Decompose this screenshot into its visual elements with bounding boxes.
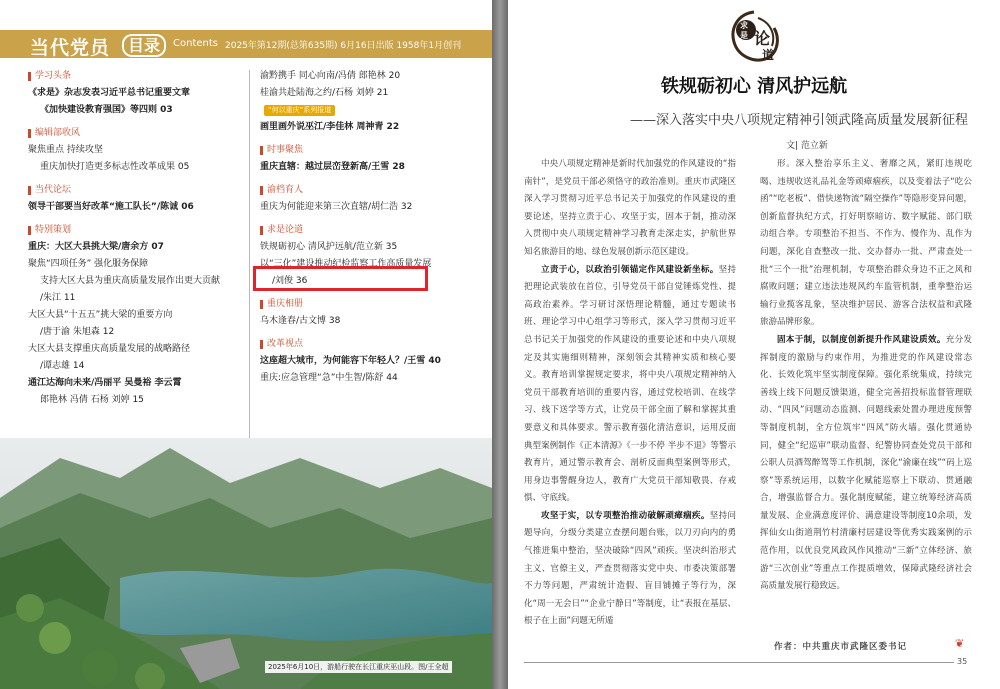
toc-section-title: 重庆相册 (260, 296, 480, 313)
series-badge-row (260, 102, 480, 119)
toc-entry[interactable]: /刘俊 36 (272, 276, 308, 286)
photo-caption: 2025年6月10日，游船行驶在长江重庆巫山段。图/王全超 (265, 661, 452, 673)
article-paragraph (524, 156, 736, 262)
toc-section-title: 编辑部收风 (28, 125, 238, 142)
paragraph-lead: 立责于心，以政治引领锚定作风建设新坐标。 (541, 264, 719, 275)
logo-char-4: 道 (762, 48, 775, 62)
toc-entry[interactable]: 乌木逢春/古文博 38 (260, 316, 341, 326)
toc-entry[interactable]: 支持大区大县为重庆高质量发展作出更大贡献 (40, 276, 221, 286)
toc-section (28, 182, 238, 216)
toc-entry[interactable]: /朱江 11 (40, 293, 76, 303)
article-title: 铁规砺初心 清风护远航 (660, 76, 848, 97)
paragraph-text: 坚持把理论武装放在首位，引导党员干部自觉锤炼党性、提高政治素养。学习研讨深悟理论精髓，通过专题读书班、理论学习中心组学习等形式，深入学习贯彻习近平总书记关于加强党的作风建设的重要论述和中央八项规定及其实施细则精神，深刻领会其精神实质和核心要义。教育培训掌握规定要求，将中央八项规定精神纳入党员干部教育培训的重要内容，通过党校培训、在线学习、线下送学等方式，让党员干部全面了解和掌握其重要意义和具体要求。警示教育强化清洁意识，运用反面典型案例制作《正本清源》《一步不停 半步不退》等警示教育片，通过警示教育会、剖析反面典型案例等形式，用身边事警醒身边人，教育广大党员干部知敬畏、存戒惧、守底线。 (524, 264, 736, 504)
paragraph-lead: 固本于制，以制度创新提升作风建设质效。 (777, 334, 946, 345)
toc-entry[interactable]: 聚焦重点 持续攻坚 (28, 145, 103, 155)
toc-entry[interactable]: /唐于渝 朱旭森 12 (40, 327, 115, 337)
article-subtitle: ——深入落实中央八项规定精神引领武隆高质量发展新征程 (629, 113, 968, 128)
toc-entry[interactable]: 渝黔携手 同心向南/冯倩 郎艳林 20 (260, 71, 401, 81)
highlight-box (253, 266, 428, 291)
paragraph-lead: 攻坚于实，以专项整治推动破解顽瘴痼疾。 (541, 510, 710, 521)
toc-entry[interactable]: /谭志雄 14 (40, 361, 85, 371)
toc-column-right (260, 68, 480, 387)
toc-section-title: 特别策划 (28, 222, 238, 239)
paragraph-text: 坚持问题导向，分级分类建立查摆问题台账，以刀刃向内的勇气推进集中整治，坚决破除“四风”顽疾。坚决纠治形式主义、官僚主义，严查贯彻落实党中央、市委决策部署不力等问题，严肃统计造假、盲目铺摊子等行为，深化“周一无会日”“企业宁静日”等制度，让“表报在基层、根子在上面”问题无所遁 (524, 510, 736, 626)
article-column-2 (760, 156, 972, 626)
toc-section-title: 学习头条 (28, 68, 238, 85)
magazine-name: 当代党员 (30, 37, 111, 59)
page-number: 35 (957, 657, 968, 666)
toc-entry[interactable]: 以“三化”建设推动纪检监察工作高质量发展 (260, 259, 432, 269)
article-paragraph (524, 508, 736, 626)
article-author: 文| 范立新 (786, 141, 828, 151)
series-badge: “何以重庆”系列报道 (264, 105, 335, 116)
toc-section (260, 296, 480, 330)
toc-section-title: 当代论坛 (28, 182, 238, 199)
toc-entry[interactable]: 铁规砺初心 清风护远航/范立新 35 (260, 242, 398, 252)
toc-entry[interactable]: 大区大县“十五五”挑大梁的重要方向 (28, 310, 173, 320)
toc-section-title: 时事聚焦 (260, 142, 480, 159)
issue-line: 2025年第12期(总第635期) 6月16日出版 1958年1月创刊 (225, 41, 462, 51)
article-paragraph (760, 332, 972, 596)
toc-section (260, 68, 480, 136)
right-page (508, 0, 1000, 689)
book-spine (492, 0, 508, 689)
column-divider (249, 70, 250, 440)
paragraph-text: 充分发挥制度的激励与约束作用，为推进党的作风建设常态化、长效化筑牢坚实制度保障。强化系统集成，持续完善线上线下问题反馈渠道，健全完善招投标监督管理联动、“四风”问题动态监测、问题线索处置办理进度预警等制度机制，全方位筑牢“四风”防火墙。强化贯通协同，健全“纪巡审”联动监督、纪警协同查处党员干部和公职人员酒驾醉驾等工作机制，深化“渝廉在线”“码上巡察”等系统运用，以数字化赋能巡察上下联动、贯通融合，增强监督合力。强化制度赋能，建立统筹经济高质量发展、企业满意度评价、满意建设等制度10余项，发挥仙女山街道荆竹村清廉村居建设等优秀实践案例的示范作用，以优良党风政风作风推动“三新”立体经济、旅游“三次创业”等重点工作提质增效，保障武隆经济社会高质量发展行稳致远。 (760, 334, 972, 592)
landscape-illustration (0, 438, 492, 689)
qiushi-lundao-logo (724, 8, 784, 68)
river-gorge-photo (0, 438, 492, 689)
paragraph-text: 中央八项规定精神是新时代加强党的作风建设的“指南针”，是党员干部必须恪守的政治准则。重庆市武隆区深入学习贯彻习近平总书记关于加强党的作风建设的重要论述，坚持立责于心、攻坚于实，固本于制，推动深入贯彻中央八项规定精神学习教育走深走实，护航世界知名旅游目的地、绿色发展创新示范区建设。 (524, 159, 736, 257)
toc-entry[interactable]: 重庆直辖：越过层峦登新高/王雪 28 (260, 162, 405, 172)
toc-entry[interactable]: 郎艳林 冯倩 石杨 刘婷 15 (40, 395, 144, 405)
article-column-1 (524, 156, 736, 626)
toc-section (260, 142, 480, 176)
toc-column-left (28, 68, 238, 409)
page-footer-rule (524, 662, 954, 663)
toc-entry[interactable]: 《求是》杂志发表习近平总书记重要文章 (28, 88, 191, 98)
toc-entry[interactable]: 领导干部要当好改革“施工队长”/陈诚 06 (28, 202, 194, 212)
author-signoff: 作者：中共重庆市武隆区委书记 (774, 642, 908, 652)
toc-entry[interactable]: 桂渝共赴陆海之约/石杨 刘婷 21 (260, 88, 389, 98)
toc-entry[interactable]: 重庆：大区大县挑大梁/唐余方 07 (28, 242, 164, 252)
toc-section (28, 125, 238, 176)
toc-section-title: 改革视点 (260, 336, 480, 353)
toc-entry[interactable]: 重庆:应急管理“急”中生智/陈舒 44 (260, 373, 398, 383)
toc-section (28, 222, 238, 409)
toc-label: 目录 (122, 34, 166, 57)
toc-entry[interactable]: 画里画外说巫江/李佳林 周神青 22 (260, 122, 400, 132)
toc-section (260, 336, 480, 387)
logo-char-3: 论 (754, 29, 771, 48)
article-paragraph (524, 262, 736, 508)
toc-entry[interactable]: 通江达海向未来/冯丽平 吴曼裕 李云霄 (28, 378, 182, 388)
toc-entry[interactable]: 聚焦“四项任务” 强化服务保障 (28, 259, 149, 269)
seal-icon: ❦ (955, 637, 965, 650)
logo-char-2: 是 (740, 31, 748, 40)
logo-char-1: 求 (740, 21, 748, 30)
left-page (0, 0, 492, 689)
toc-entry[interactable]: 重庆为何能迎来第三次直辖/胡仁浩 32 (260, 202, 413, 212)
toc-entry[interactable]: 大区大县支撑重庆高质量发展的战略路径 (28, 344, 191, 354)
toc-entry[interactable]: 《加快建设教育强国》等四则 03 (40, 105, 173, 115)
toc-section-title: 求是论道 (260, 222, 480, 239)
toc-section (260, 182, 480, 216)
paragraph-text: 形。深入整治享乐主义、奢靡之风，紧盯违规吃喝、违规收送礼品礼金等顽瘴痼疾，以及变着法子“吃公函”“吃老板”、借快递物流“隔空操作”等隐形变异问题，创新监督执纪方式，打好明察暗访、数字赋能、部门联动组合拳。专项整治不担当、不作为、慢作为、乱作为问题，深化自查整改一批、交办督办一批、严肃查处一批“三个一批”治理机制，专项整治群众身边不正之风和腐败问题；建立违法违规风约车监管机制，重拳整治运输行业揽客乱象，坚决维护居民、游客合法权益和武隆旅游品牌形象。 (760, 159, 972, 328)
contents-label: Contents (173, 38, 218, 49)
toc-entry[interactable]: 重庆加快打造更多标志性改革成果 05 (40, 162, 190, 172)
toc-section (28, 68, 238, 119)
article-paragraph (760, 156, 972, 332)
toc-entry[interactable]: 这座超大城市，为何能容下年轻人？/王雪 40 (260, 356, 441, 366)
toc-section-title: 渝档育人 (260, 182, 480, 199)
